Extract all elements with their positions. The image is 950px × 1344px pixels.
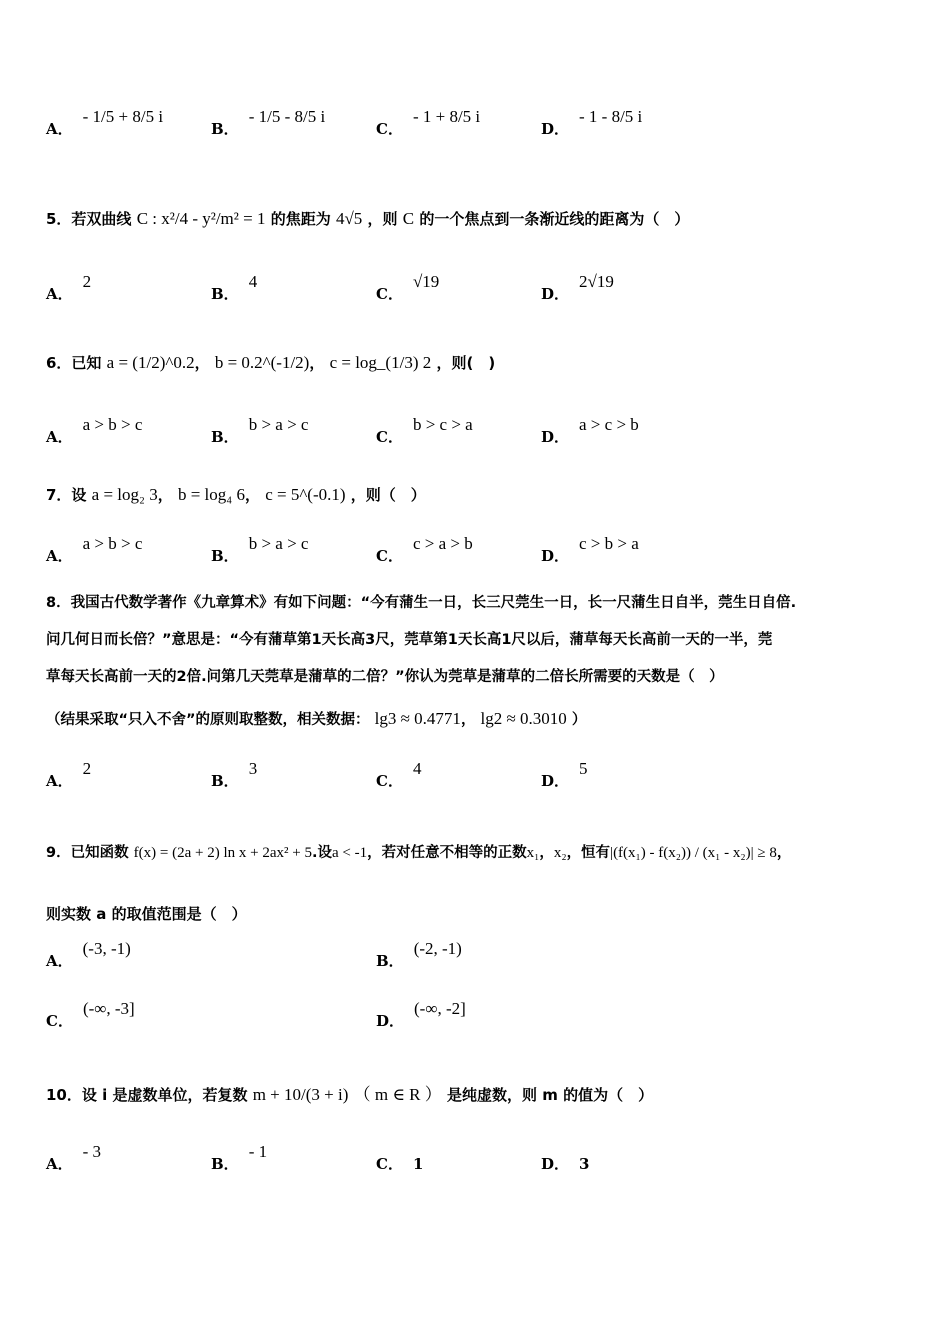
q10-stem: 10．设 i 是虚数单位，若复数 m + 10/(3 + i) （ m ∈ R ） 是纯虚数，则 m 的值为（ ） [46,1085,654,1104]
q6-a-definition: a = (1/2)^0.2 [106,353,195,372]
q8-line-4: （结果采取“只入不舍”的原则取整数，相关数据： lg3 ≈ 0.4771， lg2 ≈ 0.3010 ） [46,709,587,728]
q6-option-d[interactable]: D．a > c > b [541,415,639,446]
q9-option-a[interactable]: A．(-3, -1) [46,939,131,970]
q9-stem: 9．已知函数 f(x) = (2a + 2) ln x + 2ax² + 5.设a < -1，若对任意不相等的正数x₁，x₂，恒有|(f(x₁) - f(x₂)) / (x₁ - x₂)| ≥ 8， [46,845,792,861]
q8-lg3-value: lg3 ≈ 0.4771 [374,709,461,728]
q5-option-a[interactable]: A．2 [46,272,92,303]
q9-inequality: |(f(x₁) - f(x₂)) / (x₁ - x₂)| ≥ 8 [610,845,777,861]
q6-b-definition: b = 0.2^(-1/2) [214,353,310,372]
q10-option-c[interactable]: C． 1 [376,1155,424,1173]
q5-option-d[interactable]: D．2√19 [541,272,614,303]
q8-lg2-value: lg2 ≈ 0.3010 [480,709,567,728]
q9-option-c[interactable]: C．(-∞, -3] [46,999,135,1030]
q8-line-2: 问几何日而长倍？”意思是：“今有蒲草第1天长高3尺，莞草第1天长高1尺以后，蒲草每天长高前一天的一半，莞 [46,632,773,648]
q4-option-d[interactable]: D．- 1 - 8/5 i [541,107,643,138]
q8-option-b[interactable]: B．3 [211,759,258,790]
q6-option-c[interactable]: C．b > c > a [376,415,473,446]
q10-complex-expression: m + 10/(3 + i) [252,1085,349,1104]
q10-option-d[interactable]: D． 3 [541,1155,590,1173]
q7-c-definition: c = 5^(-0.1) [265,485,346,504]
q9-option-b[interactable]: B．(-2, -1) [376,939,462,970]
q7-option-a[interactable]: A．a > b > c [46,534,143,565]
q7-option-d[interactable]: D．c > b > a [541,534,639,565]
q6-option-a[interactable]: A．a > b > c [46,415,143,446]
q5-option-c[interactable]: C．√19 [376,272,440,303]
q4-option-a[interactable]: A．- 1/5 + 8/5 i [46,107,164,138]
q8-line-1: 8．我国古代数学著作《九章算术》有如下问题：“今有蒲生一日，长三尺莞生一日，长一尺蒲生日自半，莞生日自倍. [46,595,797,611]
q6-stem: 6．已知 a = (1/2)^0.2， b = 0.2^(-1/2)， c = log_(1/3) 2 ，则( ) [46,353,496,372]
q5-focal-distance: 4√5 [335,209,363,228]
q8-option-c[interactable]: C．4 [376,759,422,790]
q5-stem: 5．若双曲线 C : x²/4 - y²/m² = 1 的焦距为 4√5 ，则 C 的一个焦点到一条渐近线的距离为（ ） [46,209,690,228]
q8-option-d[interactable]: D．5 [541,759,588,790]
q7-b-definition: b = log₄ 6 [177,485,245,504]
q6-option-b[interactable]: B．b > a > c [211,415,309,446]
q6-c-definition: c = log_(1/3) 2 [329,353,432,372]
q7-option-c[interactable]: C．c > a > b [376,534,473,565]
q10-option-b[interactable]: B．- 1 [211,1142,268,1173]
q8-line-3: 草每天长高前一天的2倍.问第几天莞草是蒲草的二倍？”你认为莞草是蒲草的二倍长所需要的天数是（ ） [46,669,724,685]
q4-option-b[interactable]: B．- 1/5 - 8/5 i [211,107,326,138]
q4-option-c[interactable]: C．- 1 + 8/5 i [376,107,481,138]
q7-a-definition: a = log₂ 3 [91,485,158,504]
q8-option-a[interactable]: A．2 [46,759,92,790]
q10-option-a[interactable]: A．- 3 [46,1142,102,1173]
q5-option-b[interactable]: B．4 [211,272,258,303]
q9-function: f(x) = (2a + 2) ln x + 2ax² + 5 [133,845,312,861]
q7-stem: 7．设 a = log₂ 3， b = log₄ 6， c = 5^(-0.1) ，则（ ） [46,485,426,504]
q9-line-2: 则实数 a 的取值范围是（ ） [46,905,247,923]
q5-hyperbola-equation: C : x²/4 - y²/m² = 1 [136,209,266,228]
q7-option-b[interactable]: B．b > a > c [211,534,309,565]
q9-option-d[interactable]: D．(-∞, -2] [376,999,466,1030]
